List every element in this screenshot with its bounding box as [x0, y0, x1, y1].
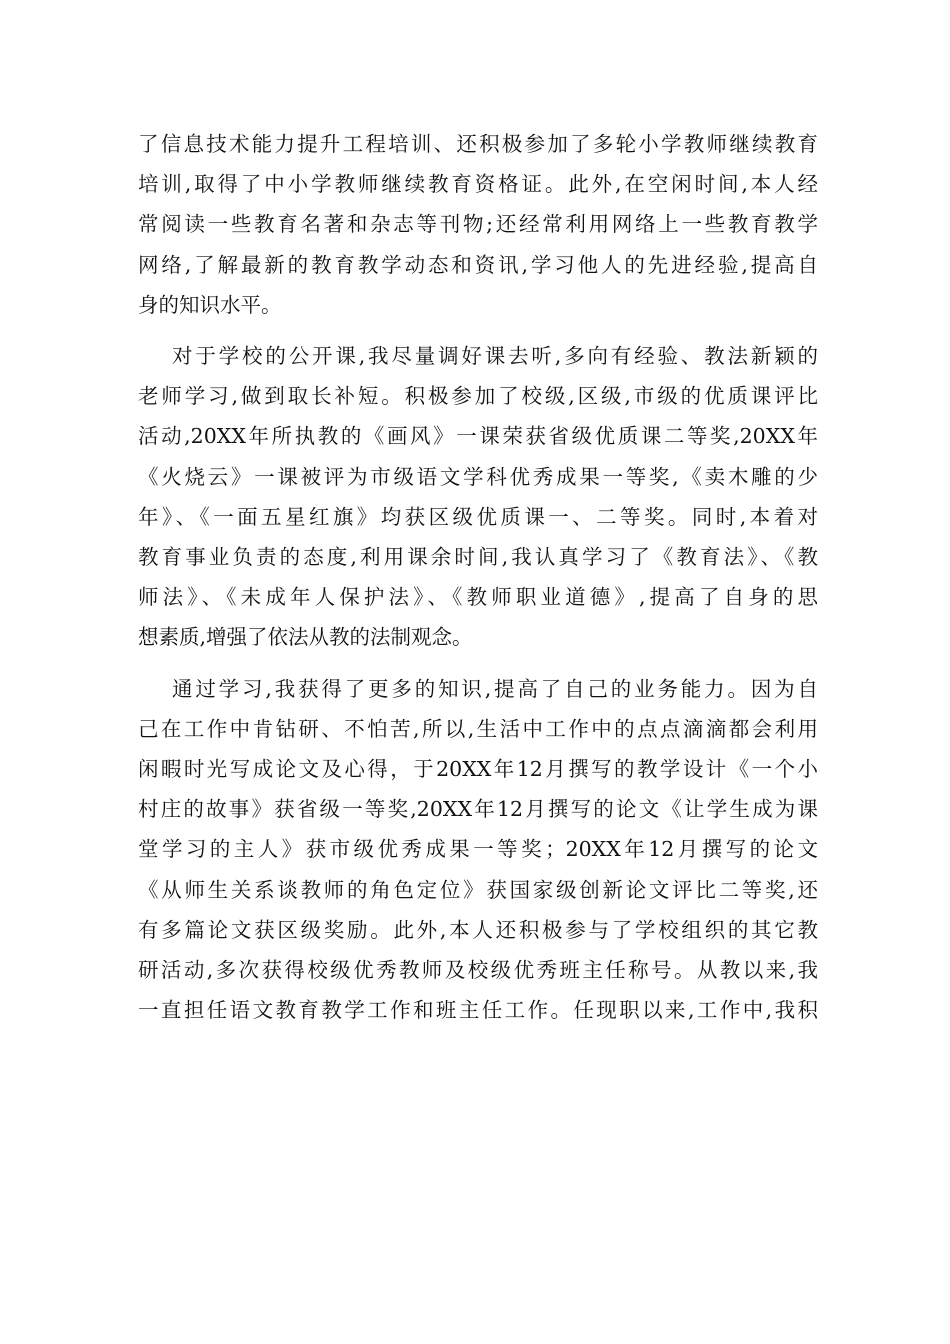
paragraph-line: 老师学习,做到取长补短。积极参加了校级,区级,市级的优质课评比	[138, 384, 818, 409]
paragraph-2	[138, 336, 818, 658]
document-body	[138, 124, 818, 1030]
paragraph-line: 村庄的故事》获省级一等奖,20XX年12月撰写的论文《让学生成为课	[138, 797, 818, 822]
paragraph-line: 《从师生关系谈教师的角色定位》获国家级创新论文评比二等奖,还	[138, 877, 818, 902]
paragraph-line: 教育事业负责的态度,利用课余时间,我认真学习了《教育法》、《教	[138, 545, 818, 570]
paragraph-line: 活动,20XX年所执教的《画风》一课荣获省级优质课二等奖,20XX年	[138, 424, 818, 449]
paragraph-line: 对于学校的公开课,我尽量调好课去听,多向有经验、教法新颖的	[172, 344, 818, 369]
paragraph-line: 了信息技术能力提升工程培训、还积极参加了多轮小学教师继续教育	[138, 132, 818, 156]
paragraph-line: 《火烧云》一课被评为市级语文学科优秀成果一等奖,《卖木雕的少	[138, 464, 818, 489]
paragraph-line: 有多篇论文获区级奖励。此外,本人还积极参与了学校组织的其它教	[138, 917, 818, 942]
paragraph-3	[138, 669, 818, 1031]
paragraph-line: 想素质,增强了依法从教的法制观念。	[138, 625, 473, 650]
paragraph-line: 年》、《一面五星红旗》均获区级优质课一、二等奖。同时,本着对	[138, 504, 818, 529]
paragraph-line: 堂学习的主人》获市级优秀成果一等奖；20XX年12月撰写的论文	[138, 837, 818, 862]
paragraph-line: 闲暇时光写成论文及心得，于20XX年12月撰写的教学设计《一个小	[138, 757, 818, 782]
paragraph-line: 研活动,多次获得校级优秀教师及校级优秀班主任称号。从教以来,我	[138, 958, 818, 983]
paragraph-line: 常阅读一些教育名著和杂志等刊物;还经常利用网络上一些教育教学	[138, 212, 818, 237]
paragraph-line: 师法》、《未成年人保护法》、《教师职业道德》,提高了自身的思	[138, 585, 818, 610]
paragraph-line: 培训,取得了中小学教师继续教育资格证。此外,在空闲时间,本人经	[138, 172, 818, 197]
paragraph-line: 通过学习,我获得了更多的知识,提高了自己的业务能力。因为自	[172, 676, 818, 701]
paragraph-line: 网络,了解最新的教育教学动态和资讯,学习他人的先进经验,提高自	[138, 252, 818, 277]
paragraph-line: 一直担任语文教育教学工作和班主任工作。任现职以来,工作中,我积	[138, 998, 818, 1023]
paragraph-1	[138, 124, 818, 325]
paragraph-line: 身的知识水平。	[138, 292, 282, 317]
paragraph-line: 己在工作中肯钻研、不怕苦,所以,生活中工作中的点点滴滴都会利用	[138, 716, 818, 741]
